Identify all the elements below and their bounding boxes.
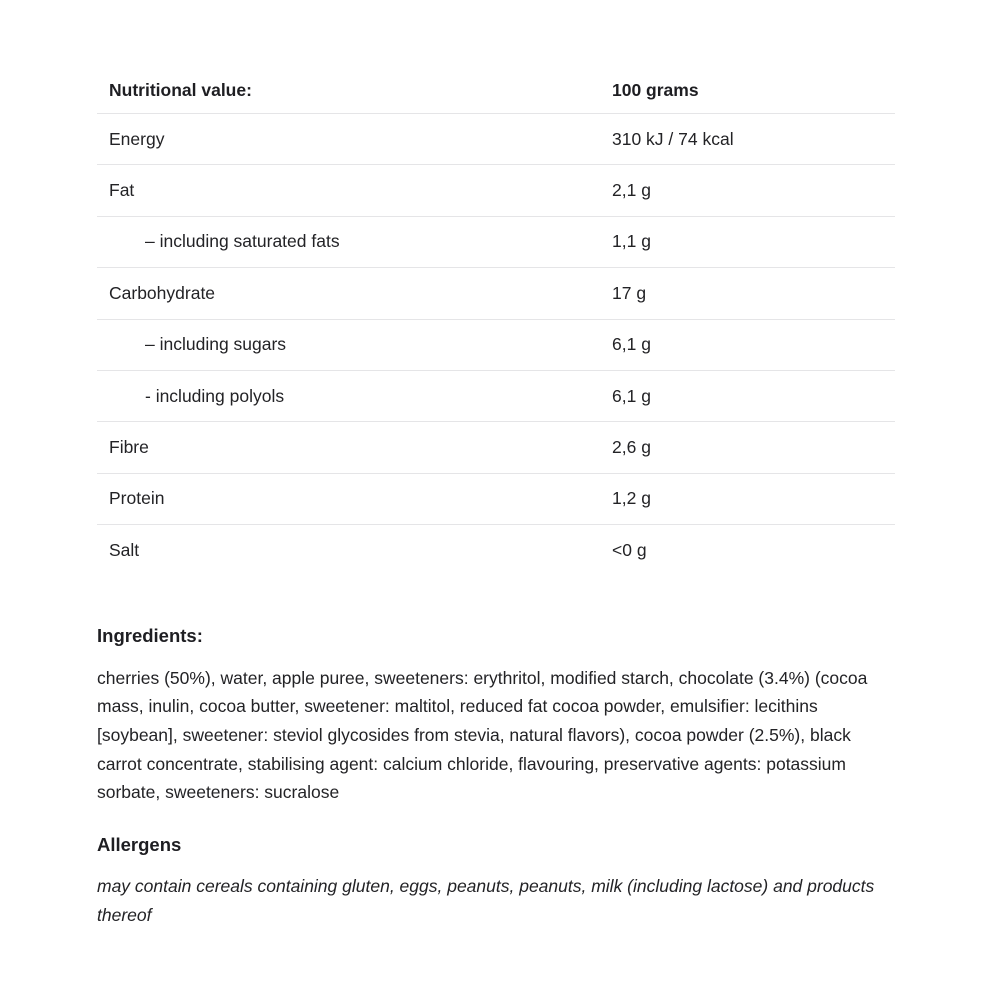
nutrient-value: 2,1 g: [612, 180, 651, 201]
nutrient-label: Carbohydrate: [109, 282, 216, 303]
table-row-fibre: [97, 422, 895, 473]
ingredients-text: cherries (50%), water, apple puree, sweeteners: erythritol, modified starch, chocolate (3.4%) (cocoa mass, inulin, cocoa butter, sweetener: maltitol, reduced fat cocoa powder, emulsifier: lecithins [soybean], sweetener: steviol glycosides from stevia, natural flavors), cocoa powder (2.5%), black carrot concentrate, stabilising agent: calcium chloride, flavouring, preservative agents: potassium sorbate, sweeteners: sucralose: [97, 667, 868, 803]
nutrient-label: Fat: [109, 180, 135, 201]
allergens-heading: Allergens: [97, 834, 182, 856]
ingredients-heading: Ingredients:: [97, 624, 203, 646]
nutrient-label: Salt: [109, 539, 140, 560]
nutrient-value: 6,1 g: [612, 334, 651, 355]
table-header-value: 100 grams: [612, 80, 699, 100]
nutrient-sublabel: – including sugars: [145, 334, 287, 355]
table-row-sugars: [97, 320, 895, 371]
nutrient-value: 1,1 g: [612, 231, 651, 252]
nutrient-value: 310 kJ / 74 kcal: [612, 128, 734, 149]
table-row-salt: [97, 525, 895, 575]
table-row-polyols: [97, 371, 895, 422]
table-row-carbohydrate: [97, 268, 895, 319]
nutrient-sublabel: – including saturated fats: [145, 231, 340, 252]
nutrient-label: Protein: [109, 488, 165, 509]
nutrient-value: 6,1 g: [612, 385, 651, 406]
table-header-row: [97, 68, 895, 114]
table-row-protein: [97, 474, 895, 525]
nutrition-table: [97, 68, 895, 576]
nutrient-value: 2,6 g: [612, 437, 651, 458]
nutrient-label: Fibre: [109, 437, 149, 458]
table-header-label: Nutritional value:: [109, 80, 252, 100]
nutrient-value: 1,2 g: [612, 488, 651, 509]
nutrient-sublabel: - including polyols: [145, 385, 285, 406]
allergens-text: may contain cereals containing gluten, eggs, peanuts, peanuts, milk (including lactose) and products thereof: [97, 876, 875, 925]
nutrient-label: Energy: [109, 128, 165, 149]
table-row-saturated-fats: [97, 217, 895, 268]
nutrient-value: 17 g: [612, 282, 647, 303]
table-row-energy: [97, 114, 895, 165]
nutrient-value: <0 g: [612, 539, 647, 560]
table-row-fat: [97, 165, 895, 216]
